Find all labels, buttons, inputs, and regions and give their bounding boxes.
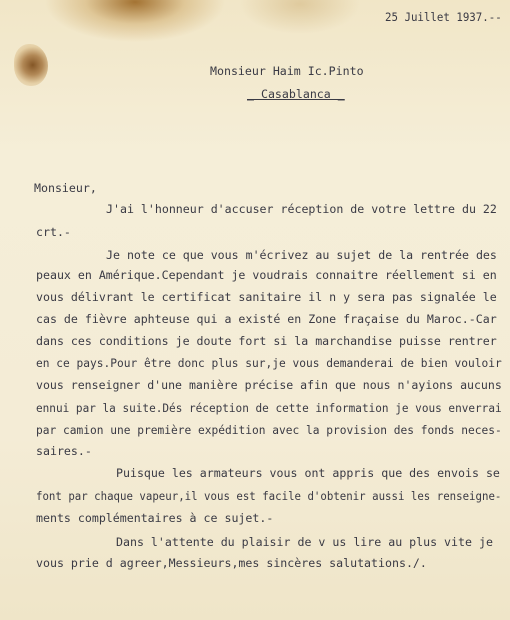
body-line: Puisque les armateurs vous ont appris que des envois se	[116, 466, 500, 480]
recipient-name: Monsieur Haim Ic.Pinto	[210, 64, 364, 78]
body-line: Dans l'attente du plaisir de v us lire au plus vite je	[116, 535, 493, 549]
body-line: crt.-	[36, 225, 71, 239]
closing-line: vous prie d agreer,Messieurs,mes sincères salutations./.	[36, 556, 427, 570]
body-line: ments complémentaires à ce sujet.-	[36, 511, 274, 525]
body-line: font par chaque vapeur,il vous est facile d'obtenir aussi les renseigne-	[36, 489, 502, 503]
body-line: par camion une première expédition avec la provision des fonds neces-	[36, 423, 502, 437]
salutation: Monsieur,	[34, 181, 97, 195]
body-line: Je note ce que vous m'écrivez au sujet de la rentrée des	[106, 248, 497, 262]
body-line: J'ai l'honneur d'accuser réception de votre lettre du 22	[106, 202, 497, 216]
body-line: dans ces conditions je doute fort si la marchandise puisse rentrer	[36, 334, 497, 348]
body-line: vous délivrant le certificat sanitaire il n y sera pas signalée le	[36, 290, 497, 304]
body-line: peaux en Amérique.Cependant je voudrais connaitre réellement si en	[36, 268, 497, 282]
body-line: saires.-	[36, 444, 92, 458]
body-line: cas de fièvre aphteuse qui a existé en Zone fraçaise du Maroc.-Car	[36, 312, 497, 326]
body-line: ennui par la suite.Dés réception de cette information je vous enverrai	[36, 401, 502, 415]
recipient-city: _ Casablanca _	[247, 87, 345, 101]
body-line: vous renseigner d'une manière précise afin que nous n'ayions aucuns	[36, 378, 502, 392]
stain-mark	[14, 44, 48, 86]
body-line: en ce pays.Pour être donc plus sur,je vous demanderai de bien vouloir	[36, 356, 502, 370]
letter-date: 25 Juillet 1937.--	[385, 10, 502, 24]
